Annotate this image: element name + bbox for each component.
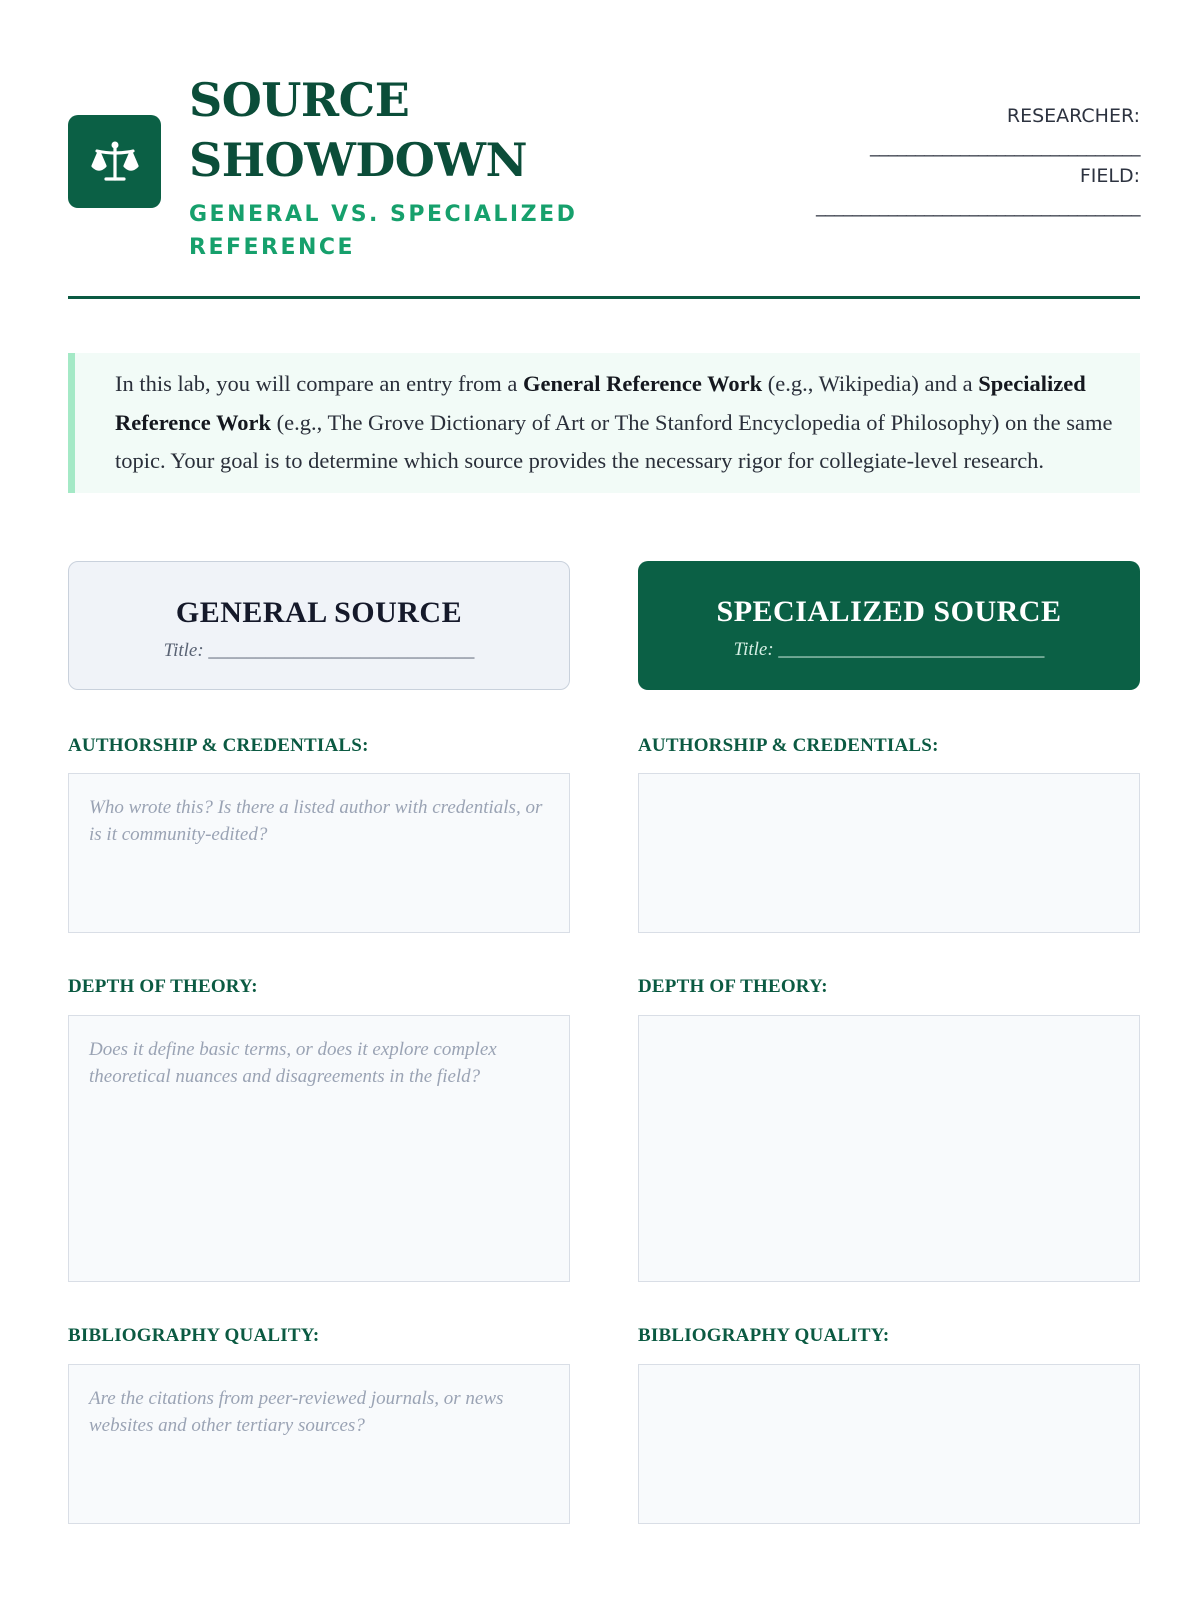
intro-text-2: (e.g., Wikipedia) and a <box>762 371 979 396</box>
intro-bold-general: General Reference Work <box>523 371 763 396</box>
specialized-source-header <box>638 561 1140 690</box>
general-depth-hint: Does it define basic terms, or does it explore complex theoretical nuances and disagreements in the field? <box>89 1039 497 1087</box>
intro-bold-specialized: Specialized Reference Work <box>115 371 1086 435</box>
field-label: FIELD: <box>1079 165 1140 187</box>
field-input-line[interactable]: ____________________________________ <box>816 195 1140 217</box>
intro-text-3: (e.g., The Grove Dictionary of Art or The Stanford Encyclopedia of Philosophy) on the same topic. Your goal is to determine which source provides the necessary rigor for collegiate-level research. <box>115 409 1113 473</box>
general-authorship-label: AUTHORSHIP & CREDENTIALS: <box>68 735 369 756</box>
specialized-depth-box[interactable] <box>638 1015 1140 1282</box>
specialized-depth-label: DEPTH OF THEORY: <box>638 976 828 997</box>
intro-text-1: In this lab, you will compare an entry from a <box>115 371 524 396</box>
general-depth-box[interactable] <box>68 1015 570 1282</box>
general-bibliography-hint: Are the citations from peer-reviewed journals, or news websites and other tertiary sources? <box>89 1388 504 1436</box>
general-authorship-box[interactable] <box>68 773 570 933</box>
specialized-title-field[interactable]: Title: ____________________________ <box>733 639 1045 660</box>
general-bibliography-label: BIBLIOGRAPHY QUALITY: <box>68 1325 320 1346</box>
logo-badge <box>68 115 161 208</box>
general-authorship-hint: Who wrote this? Is there a listed author with credentials, or is it community-edited? <box>89 797 543 845</box>
page-subtitle-line-2: REFERENCE <box>189 235 356 260</box>
general-source-header <box>68 561 570 690</box>
page-title-line-1: SOURCE <box>189 73 410 127</box>
specialized-authorship-label: AUTHORSHIP & CREDENTIALS: <box>638 735 939 756</box>
title-block <box>189 70 577 264</box>
researcher-label: RESEARCHER: <box>1006 105 1140 127</box>
general-bibliography-box[interactable] <box>68 1364 570 1524</box>
general-depth-label: DEPTH OF THEORY: <box>68 976 258 997</box>
page-title-line-2: SHOWDOWN <box>189 133 528 187</box>
specialized-authorship-box[interactable] <box>638 773 1140 933</box>
specialized-bibliography-box[interactable] <box>638 1364 1140 1524</box>
specialized-source-title: SPECIALIZED SOURCE <box>716 595 1062 628</box>
researcher-meta <box>816 100 1140 220</box>
scales-icon <box>90 139 140 185</box>
intro-callout <box>68 353 1140 493</box>
header-divider <box>68 296 1140 299</box>
general-source-title: GENERAL SOURCE <box>175 596 463 629</box>
researcher-input-line[interactable]: ______________________________ <box>870 135 1140 157</box>
specialized-bibliography-label: BIBLIOGRAPHY QUALITY: <box>638 1325 890 1346</box>
general-title-field[interactable]: Title: ____________________________ <box>163 640 475 661</box>
page-subtitle-line-1: GENERAL VS. SPECIALIZED <box>189 202 578 227</box>
